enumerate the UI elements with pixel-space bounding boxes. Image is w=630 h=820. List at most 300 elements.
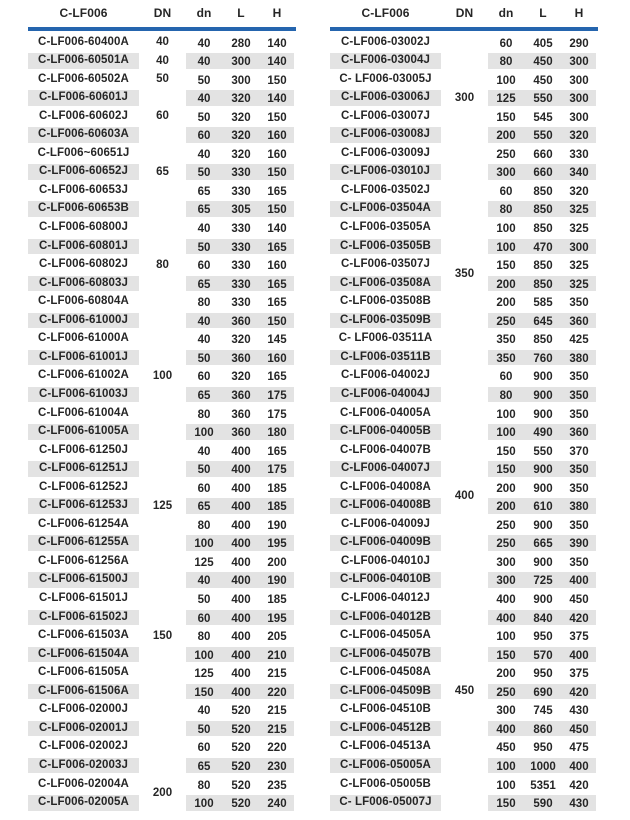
dimensions-cells [186, 90, 294, 106]
l-cell: 850 [533, 185, 553, 198]
table-row [330, 423, 598, 442]
h-cell: 215 [267, 705, 287, 718]
dimensions-cells [488, 721, 596, 737]
l-cell: 400 [231, 556, 251, 569]
code-cell [28, 814, 139, 820]
code-cell: C-LF006-04507B [330, 647, 441, 663]
dn-cell: 65 [197, 389, 211, 402]
h-cell: 215 [267, 723, 287, 736]
h-cell: 140 [267, 223, 287, 235]
dimensions-cells [186, 610, 294, 626]
code-cell: C-LF006-61503A [38, 629, 129, 642]
code-cell: C-LF006-04005A [340, 406, 431, 419]
dimensions-cells [186, 814, 294, 820]
dn-cell: 300 [496, 167, 516, 180]
l-cell: 400 [231, 538, 251, 551]
dn-cell: 150 [496, 649, 516, 662]
table-row [330, 719, 598, 738]
code-cell: C-LF006-60603A [28, 127, 139, 143]
l-cell: 490 [533, 427, 553, 440]
l-cell: 400 [231, 649, 251, 662]
dimensions-cells [488, 647, 596, 663]
h-cell: 220 [267, 742, 287, 755]
code-cell: C-LF006-60801J [28, 239, 139, 255]
l-cell: 1000 [530, 760, 556, 773]
dimensions-cells [488, 201, 596, 217]
l-cell: 550 [533, 445, 553, 458]
l-cell: 320 [231, 371, 251, 384]
dn-cell: 400 [496, 594, 516, 606]
dimensions-cells [488, 90, 596, 106]
dn-cell: 60 [499, 37, 513, 50]
l-cell: 360 [231, 408, 251, 421]
l-cell: 550 [533, 93, 553, 106]
h-cell: 420 [569, 612, 589, 625]
dimensions-cells [488, 480, 596, 496]
dimensions-cells [488, 146, 596, 162]
code-cell: C-LF006-04008A [340, 480, 431, 493]
h-cell: 165 [267, 278, 287, 291]
table-row [28, 478, 296, 497]
dn-cell: 65 [197, 278, 211, 291]
l-cell: 360 [231, 352, 251, 365]
h-cell: 235 [267, 779, 287, 792]
table-row [330, 330, 598, 349]
h-cell: 150 [267, 167, 287, 180]
l-cell: 850 [533, 278, 553, 291]
dn-cell: 65 [197, 760, 211, 773]
code-cell: C-LF006-61252J [39, 480, 128, 493]
dimensions-cells [186, 498, 294, 514]
dn-cell: 150 [496, 798, 516, 811]
table-row [28, 441, 296, 460]
l-cell: 330 [231, 185, 251, 198]
h-cell: 300 [569, 93, 589, 106]
h-cell: 450 [569, 594, 589, 606]
l-cell: 5351 [530, 779, 556, 792]
dn-group-label: 100 [152, 369, 173, 382]
dn-cell: 40 [197, 575, 211, 588]
table-row [330, 608, 598, 627]
dimensions-cells [186, 331, 294, 347]
h-cell: 300 [569, 111, 589, 124]
table-row [28, 144, 296, 163]
column-header-l: L [539, 6, 547, 20]
l-cell: 900 [533, 482, 553, 495]
dn-cell: 200 [496, 278, 516, 291]
dn-cell: 80 [197, 408, 211, 421]
l-cell: 300 [231, 74, 251, 87]
h-cell: 475 [569, 742, 589, 755]
dimensions-cells [488, 758, 596, 774]
code-cell: C-LF006-03505B [330, 239, 441, 255]
dn-cell: 100 [496, 779, 516, 792]
code-cell: C-LF006-04007J [330, 461, 441, 477]
dn-cell: 40 [197, 148, 211, 161]
dn-cell: 200 [496, 297, 516, 310]
dimensions-cells [488, 257, 596, 273]
code-cell: C-LF006-03004J [330, 53, 441, 69]
code-cell: C-LF006-04513A [340, 740, 431, 753]
dimensions-cells [186, 702, 294, 718]
table-row [330, 515, 598, 534]
dimensions-cells [186, 164, 294, 180]
h-cell: 195 [267, 612, 287, 625]
h-cell: 150 [267, 315, 287, 328]
dn-cell: 65 [197, 501, 211, 514]
dimensions-cells [186, 554, 294, 570]
table-row [28, 460, 296, 479]
l-cell: 330 [231, 297, 251, 310]
code-cell: C-LF006-04505A [340, 629, 431, 642]
table-row [28, 423, 296, 442]
l-cell: 450 [533, 74, 553, 87]
h-cell: 165 [267, 445, 287, 458]
table-row [330, 200, 598, 219]
h-cell: 380 [569, 501, 589, 514]
l-cell: 645 [533, 315, 553, 328]
code-cell: C-LF006-60803J [28, 276, 139, 292]
code-cell: C-LF006-61504A [28, 647, 139, 663]
dn-cell: 100 [194, 538, 214, 551]
h-cell: 140 [267, 37, 287, 50]
h-cell: 390 [569, 538, 589, 551]
h-cell: 150 [267, 204, 287, 217]
dn-group-label: 125 [152, 499, 173, 512]
code-cell: C-LF006-61254A [38, 517, 129, 530]
l-cell [222, 814, 260, 820]
code-cell: C-LF006-61255A [28, 535, 139, 551]
l-cell: 280 [231, 37, 251, 50]
dimensions-cells [488, 443, 596, 459]
h-cell: 175 [267, 389, 287, 402]
code-cell: C-LF006-04512B [330, 721, 441, 737]
h-cell: 325 [569, 204, 589, 217]
table-body-left [28, 33, 296, 820]
dn-cell: 350 [496, 352, 516, 365]
table-row [28, 608, 296, 627]
dimensions-cells [186, 443, 294, 459]
spec-table-left [28, 0, 296, 820]
dimensions-cells [488, 276, 596, 292]
dn-cell: 60 [197, 260, 211, 273]
l-cell: 520 [231, 705, 251, 718]
l-cell: 305 [231, 204, 251, 217]
h-cell: 160 [267, 352, 287, 365]
code-cell: C-LF006-02002J [39, 740, 128, 753]
dimensions-cells [186, 572, 294, 588]
table-row [28, 311, 296, 330]
h-cell: 300 [569, 56, 589, 69]
code-cell: C-LF006-04005B [330, 424, 441, 440]
table-row [28, 738, 296, 757]
l-cell: 570 [533, 649, 553, 662]
dimensions-cells [186, 276, 294, 292]
code-cell: C-LF006-60400A [38, 35, 129, 48]
l-cell: 520 [231, 723, 251, 736]
code-cell: C-LF006-61506A [28, 684, 139, 700]
header-rule [28, 27, 296, 31]
dn-cell: 100 [496, 241, 516, 254]
dimensions-cells [488, 814, 596, 820]
dn-cell: 100 [194, 798, 214, 811]
code-cell: C-LF006-60652J [28, 164, 139, 180]
l-cell: 400 [231, 501, 251, 514]
code-cell: C-LF006-04510B [340, 703, 431, 716]
h-cell: 195 [267, 538, 287, 551]
h-cell: 360 [569, 427, 589, 440]
h-cell: 180 [267, 427, 287, 440]
dn-cell: 100 [496, 427, 516, 440]
dn-group-label: 50 [156, 73, 169, 86]
dimensions-cells [488, 461, 596, 477]
code-cell: C-LF006-04012J [341, 592, 430, 604]
table-row [330, 181, 598, 200]
code-cell: C-LF006-05005B [340, 777, 431, 790]
dn-cell: 65 [197, 185, 211, 198]
table-row [330, 126, 598, 145]
l-cell: 400 [231, 594, 251, 606]
dimensions-cells [186, 480, 294, 496]
code-cell: C-LF006-61003J [28, 387, 139, 403]
code-cell: C-LF006-04508A [340, 666, 431, 679]
dn-cell: 40 [197, 334, 211, 347]
h-cell: 320 [569, 130, 589, 143]
dn-group-label: 150 [152, 629, 173, 642]
code-cell: C-LF006-03504A [330, 201, 441, 217]
code-cell: C-LF006-60501A [28, 53, 139, 69]
h-cell: 200 [267, 556, 287, 569]
table-row [28, 126, 296, 145]
l-cell: 900 [533, 389, 553, 402]
h-cell: 400 [569, 760, 589, 773]
l-cell: 320 [231, 111, 251, 124]
h-cell: 165 [267, 241, 287, 254]
l-cell: 850 [533, 223, 553, 235]
dn-cell: 400 [496, 612, 516, 625]
code-cell: C-LF006-04009B [330, 535, 441, 551]
dn-group-label: 40 [156, 36, 169, 48]
h-cell: 175 [267, 408, 287, 421]
h-cell: 350 [569, 482, 589, 495]
code-cell: C-LF006-04002J [341, 369, 430, 382]
h-cell: 350 [569, 464, 589, 477]
dimensions-cells [488, 127, 596, 143]
dn-cell: 125 [496, 93, 516, 106]
dn-group-label: 350 [454, 267, 475, 280]
dn-cell: 65 [197, 204, 211, 217]
l-cell: 330 [231, 223, 251, 235]
h-cell: 400 [569, 575, 589, 588]
h-cell: 190 [267, 519, 287, 532]
dn-cell: 250 [496, 538, 516, 551]
l-cell: 610 [533, 501, 553, 514]
dn-cell: 40 [197, 315, 211, 328]
code-cell: C-LF006-02000J [39, 703, 128, 716]
dimensions-cells [488, 313, 596, 329]
h-cell: 175 [267, 464, 287, 477]
dimensions-cells [488, 294, 596, 310]
h-cell: 420 [569, 779, 589, 792]
h-cell: 160 [267, 260, 287, 273]
dn-cell: 40 [197, 56, 211, 69]
dimensions-cells [488, 35, 596, 51]
code-cell: C- LF006-03005J [339, 72, 432, 85]
code-cell: C-LF006-04509B [330, 684, 441, 700]
dimensions-cells [488, 739, 596, 755]
code-cell: C-LF006-02004A [38, 777, 129, 790]
code-cell: C-LF006-03511B [330, 350, 441, 366]
h-cell: 325 [569, 223, 589, 235]
table-row [330, 52, 598, 71]
table-row [28, 571, 296, 590]
table-row [28, 719, 296, 738]
dimensions-cells [488, 53, 596, 69]
l-cell: 450 [533, 56, 553, 69]
l-cell: 690 [533, 686, 553, 699]
dn-group-label: 60 [156, 110, 169, 123]
dimensions-cells [186, 628, 294, 644]
dimensions-cells [488, 535, 596, 551]
table-row [330, 701, 598, 720]
h-cell: 190 [267, 575, 287, 588]
dimensions-cells [186, 72, 294, 88]
h-cell: 220 [267, 686, 287, 699]
dn-cell: 80 [499, 56, 513, 69]
table-row [330, 404, 598, 423]
dn-cell: 200 [496, 668, 516, 681]
column-header-dn: dn [498, 6, 514, 20]
l-cell: 360 [231, 427, 251, 440]
h-cell [562, 814, 596, 820]
code-cell: C-LF006-61251J [28, 461, 139, 477]
dimensions-cells [186, 739, 294, 755]
code-cell: C-LF006~60651J [37, 146, 130, 159]
dn-cell: 50 [197, 167, 211, 180]
dimensions-cells [186, 146, 294, 162]
dn-cell: 150 [496, 445, 516, 458]
column-header-dn-group: DN [153, 6, 172, 20]
h-cell: 240 [267, 798, 287, 811]
table-row [28, 590, 296, 609]
dn-cell [488, 814, 524, 820]
dn-cell: 80 [197, 297, 211, 310]
l-cell: 520 [231, 779, 251, 792]
dimensions-cells [488, 109, 596, 125]
code-cell: C-LF006-03509B [330, 313, 441, 329]
dn-cell [186, 814, 222, 820]
column-header-code: C-LF006 [59, 6, 108, 20]
h-cell: 325 [569, 278, 589, 291]
dimensions-cells [488, 368, 596, 384]
dn-group-label: 450 [454, 685, 475, 698]
code-cell: C-LF006-04004J [330, 387, 441, 403]
table-row [28, 682, 296, 701]
dn-group-label: 80 [156, 258, 169, 271]
h-cell: 230 [267, 760, 287, 773]
table-row [330, 385, 598, 404]
h-cell: 370 [569, 445, 589, 458]
dimensions-cells [488, 183, 596, 199]
column-header-dn: dn [196, 6, 212, 20]
h-cell: 210 [267, 649, 287, 662]
dn-cell: 80 [499, 204, 513, 217]
l-cell: 320 [231, 93, 251, 106]
dimensions-cells [186, 591, 294, 607]
l-cell: 400 [231, 482, 251, 495]
dn-group-label: 300 [454, 91, 475, 104]
table-row [330, 33, 598, 52]
dn-cell: 200 [496, 482, 516, 495]
h-cell: 165 [267, 297, 287, 310]
h-cell: 420 [569, 686, 589, 699]
dn-cell: 250 [496, 686, 516, 699]
l-cell: 900 [533, 408, 553, 421]
table-row [28, 181, 296, 200]
h-cell: 185 [267, 501, 287, 514]
dimensions-cells [488, 628, 596, 644]
dimensions-cells [488, 387, 596, 403]
code-cell: C-LF006-04010J [341, 554, 430, 567]
spec-table-right [330, 0, 598, 820]
dimensions-cells [488, 572, 596, 588]
column-header-h: H [574, 6, 584, 20]
dn-group-label: 65 [156, 165, 169, 178]
code-cell: C-LF006-03008J [330, 127, 441, 143]
code-cell: C- LF006-03511A [338, 332, 433, 345]
dimensions-cells [488, 684, 596, 700]
dimensions-cells [488, 610, 596, 626]
code-cell: C-LF006-60804A [38, 295, 129, 308]
h-cell: 300 [569, 241, 589, 254]
dimensions-cells [186, 257, 294, 273]
h-cell: 375 [569, 668, 589, 681]
h-cell: 430 [569, 798, 589, 811]
l-cell: 520 [231, 760, 251, 773]
dimensions-cells [186, 220, 294, 236]
table-row [28, 404, 296, 423]
h-cell: 145 [267, 334, 287, 347]
dn-cell: 250 [496, 315, 516, 328]
dn-cell: 80 [197, 519, 211, 532]
dimensions-cells [186, 294, 294, 310]
h-cell: 375 [569, 631, 589, 644]
l-cell: 520 [231, 798, 251, 811]
table-row [28, 552, 296, 571]
table-row [28, 812, 296, 820]
h-cell: 350 [569, 556, 589, 569]
l-cell: 745 [533, 705, 553, 718]
table-row [28, 219, 296, 238]
code-cell: C-LF006-03508A [330, 276, 441, 292]
l-cell: 900 [533, 556, 553, 569]
dn-cell: 60 [197, 130, 211, 143]
dimensions-cells [186, 665, 294, 681]
table-row [28, 515, 296, 534]
h-cell: 290 [569, 37, 589, 50]
table-row [28, 645, 296, 664]
table-row [28, 385, 296, 404]
dn-cell: 50 [197, 723, 211, 736]
code-cell: C-LF006-61004A [38, 406, 129, 419]
dimensions-cells [186, 368, 294, 384]
table-row [330, 794, 598, 813]
dimensions-cells [186, 517, 294, 533]
dn-cell: 300 [496, 556, 516, 569]
l-cell: 840 [533, 612, 553, 625]
l-cell: 320 [231, 148, 251, 161]
dimensions-cells [186, 239, 294, 255]
